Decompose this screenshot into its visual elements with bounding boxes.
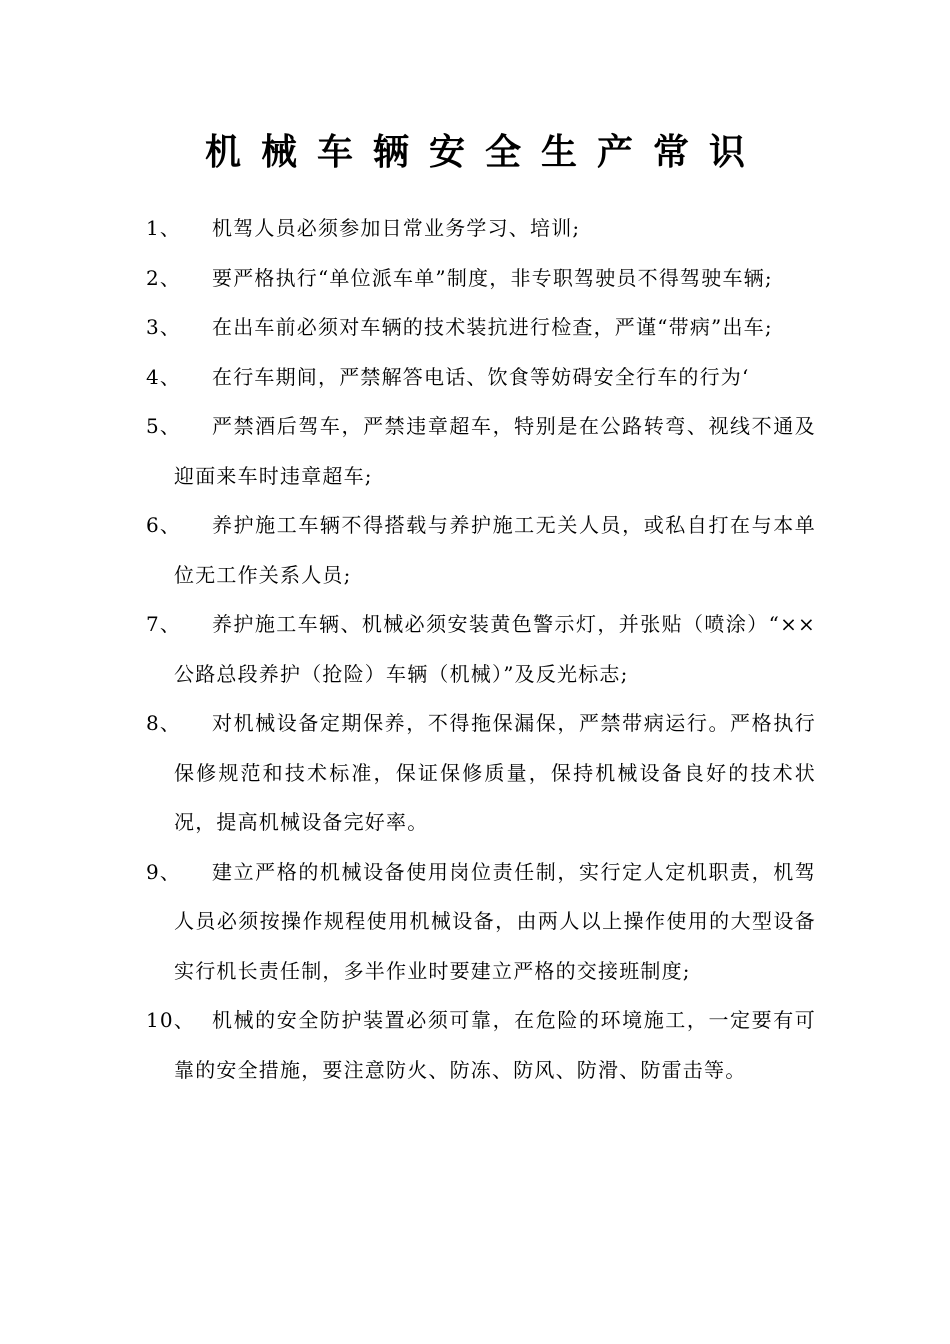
list-item bbox=[146, 600, 816, 699]
rules-list bbox=[146, 204, 816, 1095]
item-text: 机驾人员必须参加日常业务学习、培训; bbox=[212, 216, 581, 240]
item-number: 6、 bbox=[146, 513, 182, 537]
list-item bbox=[146, 996, 816, 1095]
list-item bbox=[146, 353, 816, 403]
list-item bbox=[146, 402, 816, 501]
document-title: 机械车辆安全生产常识 bbox=[204, 131, 765, 173]
item-number: 2、 bbox=[146, 265, 182, 290]
item-number: 4、 bbox=[146, 364, 182, 389]
item-text: 在出车前必须对车辆的技术装抗进行检查，严谨“带病”出车; bbox=[212, 315, 773, 339]
list-item bbox=[146, 501, 816, 600]
item-text: 养护施工车辆不得搭载与养护施工无关人员，或私自打在与本单位无工作关系人员; bbox=[174, 513, 816, 587]
item-text: 机械的安全防护装置必须可靠，在危险的环境施工，一定要有可靠的安全措施，要注意防火、防冻、防风、防滑、防雷击等。 bbox=[174, 1008, 816, 1082]
item-text: 要严格执行“单位派车单”制度，非专职驾驶员不得驾驶车辆; bbox=[212, 265, 773, 290]
item-number: 5、 bbox=[146, 414, 182, 438]
list-item bbox=[146, 848, 816, 997]
list-item bbox=[146, 254, 816, 304]
list-item bbox=[146, 699, 816, 848]
item-number: 9、 bbox=[146, 859, 182, 884]
item-text: 养护施工车辆、机械必须安装黄色警示灯，并张贴（喷涂）“××公路总段养护（抢险）车辆（机械）”及反光标志; bbox=[174, 612, 816, 686]
item-text: 严禁酒后驾车，严禁违章超车，特别是在公路转弯、视线不通及迎面来车时违章超车; bbox=[174, 414, 816, 488]
item-text: 在行车期间，严禁解答电话、饮食等妨碍安全行车的行为‘ bbox=[212, 364, 750, 389]
list-item bbox=[146, 204, 816, 254]
item-number: 7、 bbox=[146, 612, 182, 636]
item-number: 10、 bbox=[146, 1008, 196, 1032]
item-number: 8、 bbox=[146, 711, 182, 735]
item-text: 对机械设备定期保养，不得拖保漏保，严禁带病运行。严格执行保修规范和技术标准，保证保修质量，保持机械设备良好的技术状况，提高机械设备完好率。 bbox=[174, 711, 816, 834]
item-number: 3、 bbox=[146, 315, 182, 339]
item-text: 建立严格的机械设备使用岗位责任制，实行定人定机职责，机驾人员必须按操作规程使用机械设备，由两人以上操作使用的大型设备实行机长责任制，多半作业时要建立严格的交接班制度; bbox=[174, 859, 816, 983]
item-number: 1、 bbox=[146, 216, 182, 240]
list-item bbox=[146, 303, 816, 353]
